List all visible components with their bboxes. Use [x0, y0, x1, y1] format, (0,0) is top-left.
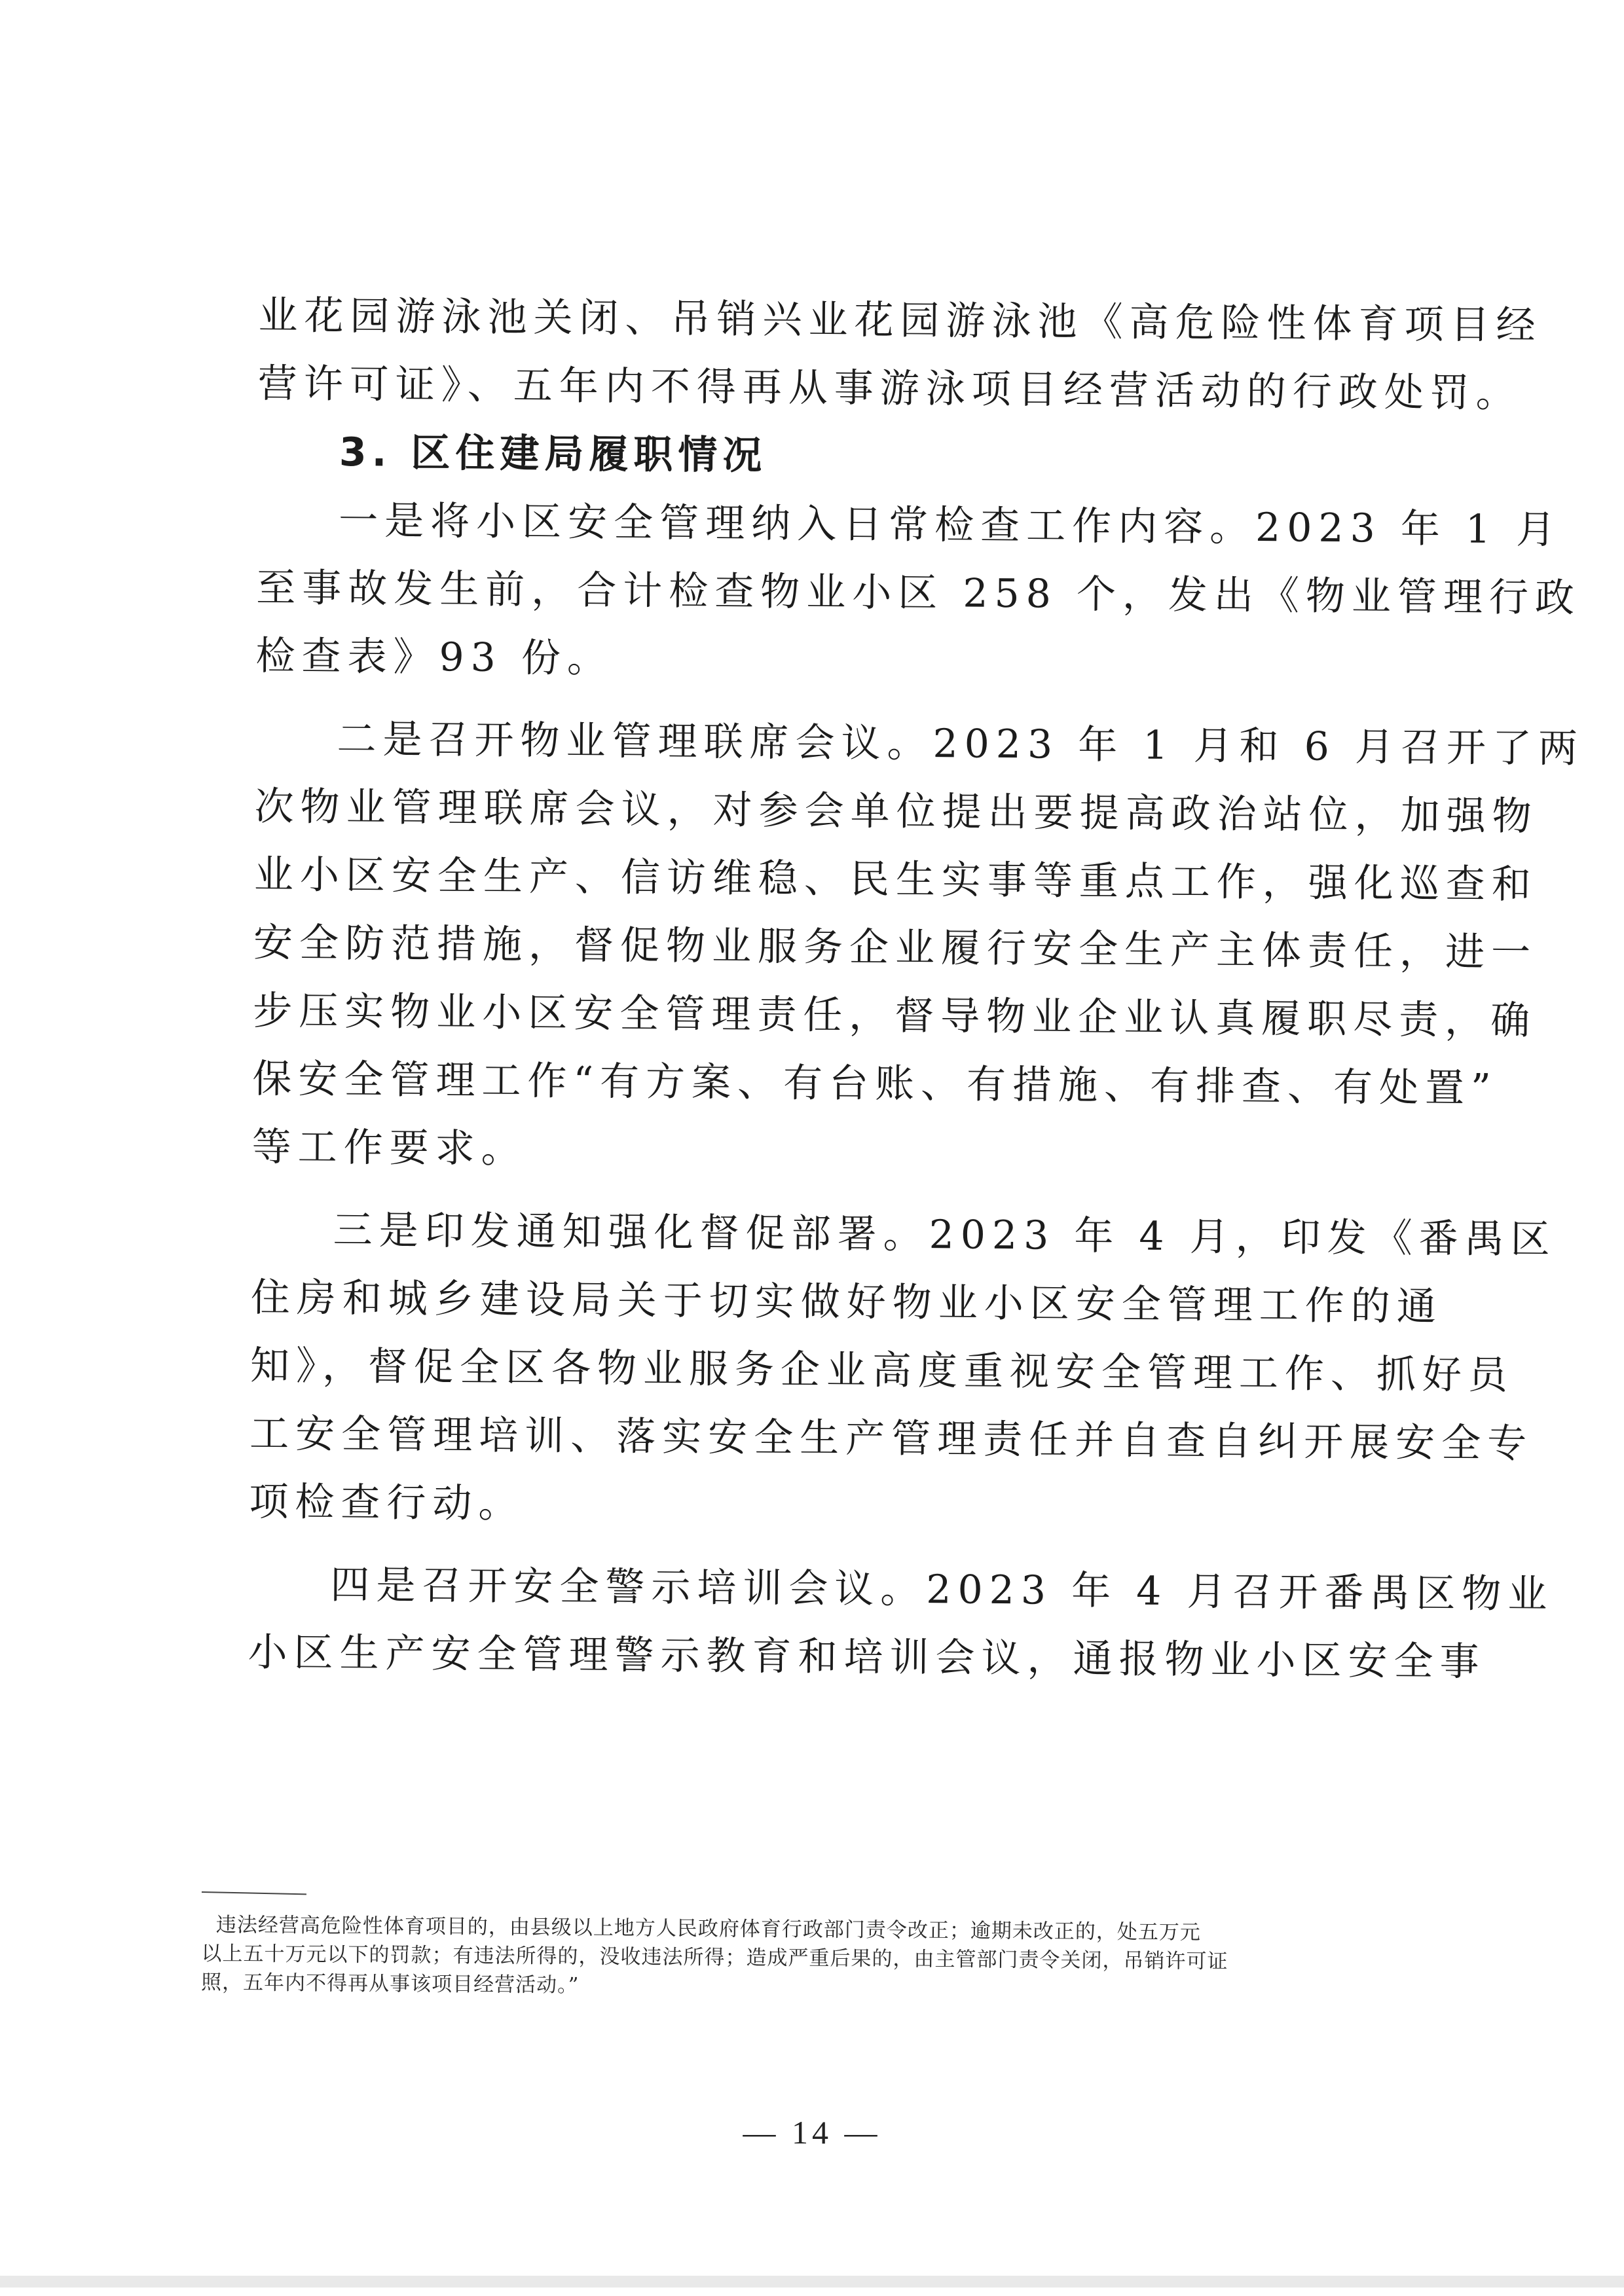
section-heading: [257, 418, 1489, 496]
text-line: 住房和城乡建设局关于切实做好物业小区安全管理工作的通: [250, 1274, 1443, 1330]
text-line: 等工作要求。: [251, 1123, 527, 1173]
paragraph-item-3: [249, 1195, 1557, 1546]
text-line: 一是将小区安全管理纳入日常检查工作内容。2023 年 1 月: [338, 497, 1562, 553]
text-line: 安全防范措施，督促物业服务企业履行安全生产主体责任，进一: [253, 919, 1538, 976]
paragraph-continuation: [257, 282, 1542, 428]
footnote: [201, 1910, 1446, 2007]
text-line: 业小区安全生产、信访维稳、民生实事等重点工作，强化巡查和: [253, 851, 1538, 908]
scan-artifact-band: [0, 2276, 1624, 2287]
paragraph-item-1: [255, 486, 1581, 700]
paragraph-item-4: [248, 1550, 1554, 1696]
section-heading-text: 3. 区住建局履职情况: [339, 429, 767, 479]
text-line: 业花园游泳池关闭、吊销兴业花园游泳池《高危险性体育项目经: [258, 292, 1542, 349]
paragraph-item-2: [251, 704, 1585, 1191]
body-text: [248, 282, 1585, 1696]
text-line: 检查表》93 份。: [255, 632, 614, 682]
text-line: 知》，督促全区各物业服务企业高度重视安全管理工作、抓好员: [249, 1342, 1515, 1399]
text-line: 三是印发通知强化督促部署。2023 年 4 月，印发《番禺区: [333, 1207, 1557, 1263]
text-line: 二是召开物业管理联席会议。2023 年 1 月和 6 月召开了两: [337, 716, 1585, 772]
text-line: 保安全管理工作“有方案、有台账、有措施、有排查、有处置”: [252, 1055, 1498, 1112]
text-line: 至事故发生前，合计检查物业小区 258 个，发出《物业管理行政: [256, 564, 1581, 621]
page-number: — 14 —: [743, 2114, 881, 2151]
text-line: 工安全管理培训、落实安全生产管理责任并自查自纠开展安全专: [249, 1410, 1534, 1467]
text-line: 次物业管理联席会议，对参会单位提出要提高政治站位，加强物: [254, 783, 1538, 840]
footnote-line: 照，五年内不得再从事该项目经营活动。”: [200, 1970, 580, 1997]
text-line: 营许可证》、五年内不得再从事游泳项目经营活动的行政处罚。: [257, 360, 1522, 417]
text-line: 小区生产安全管理警示教育和培训会议，通报物业小区安全事: [248, 1629, 1486, 1685]
text-line: 四是召开安全警示培训会议。2023 年 4 月召开番禺区物业: [330, 1561, 1554, 1618]
footnote-line: 违法经营高危险性体育项目的，由县级以上地方人民政府体育行政部门责令改正；逾期未改正的，处五万元: [215, 1913, 1201, 1944]
footnote-line: 以上五十万元以下的罚款；有违法所得的，没收违法所得；造成严重后果的，由主管部门责令关闭，吊销许可证: [201, 1941, 1228, 1974]
text-line: 项检查行动。: [249, 1478, 525, 1527]
footnote-divider: [202, 1891, 306, 1895]
text-line: 步压实物业小区安全管理责任，督导物业企业认真履职尽责，确: [252, 987, 1537, 1044]
